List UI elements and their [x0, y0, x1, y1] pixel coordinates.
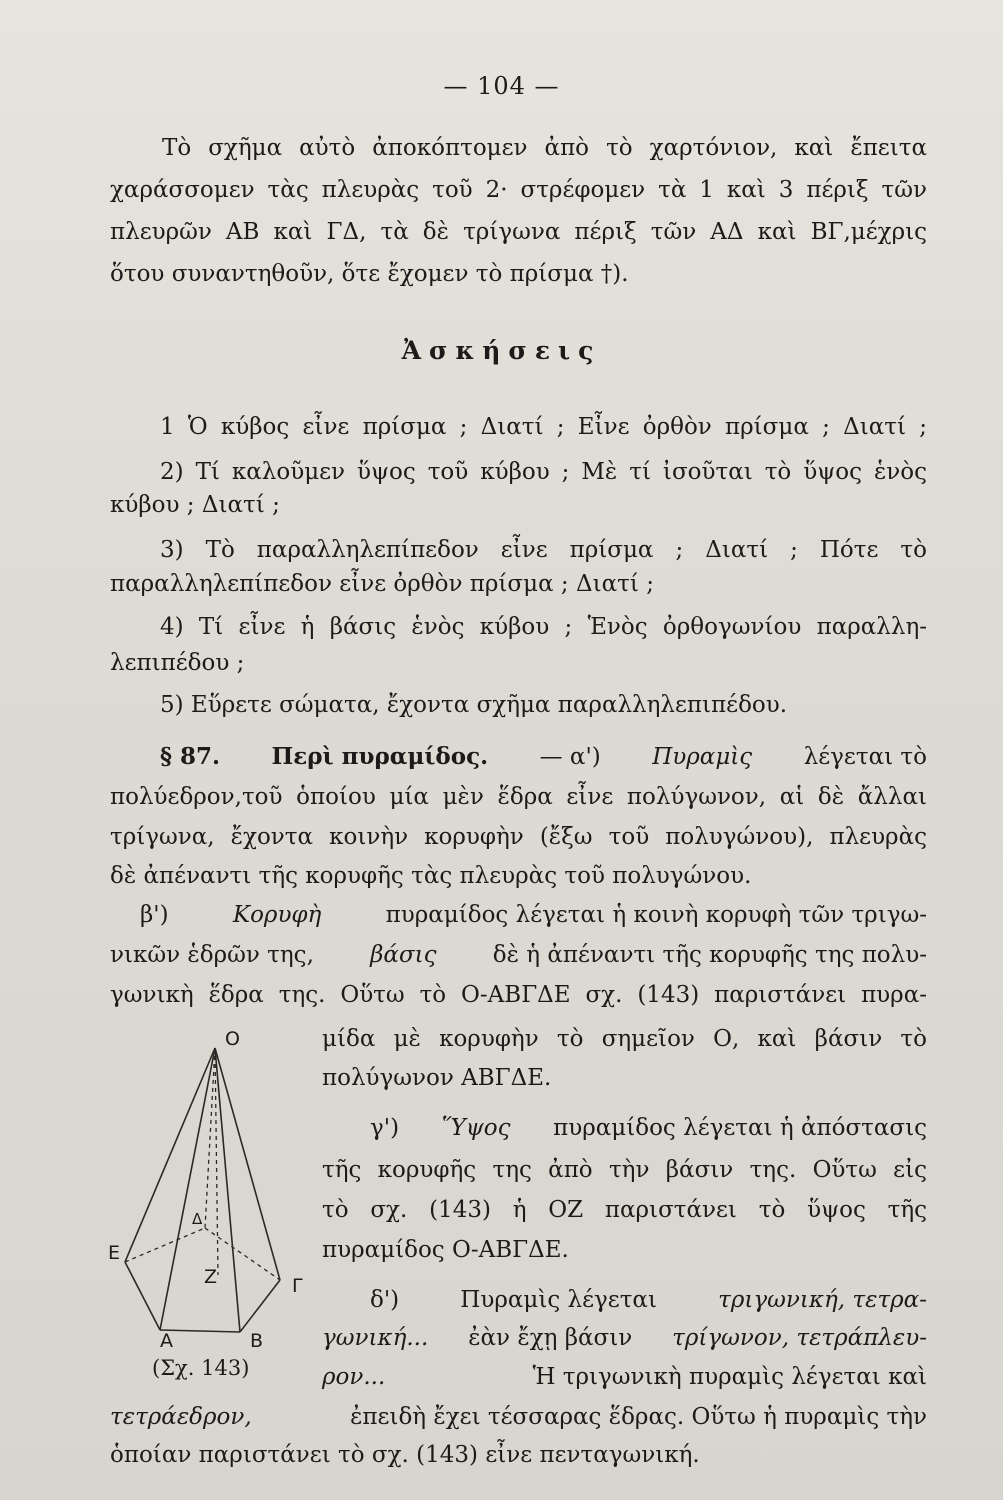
exercises-heading: Ἀσκήσεις: [401, 336, 602, 365]
item-d-text-3: Ἡ τριγωνικὴ πυραμὶς λέγεται καὶ: [532, 1364, 927, 1390]
item-b-line-2a: νικῶν ἑδρῶν της,: [110, 942, 314, 968]
pyramid-drawing: [100, 1040, 320, 1360]
intro-line-4: ὅτου συναντηθοῦν, ὅτε ἔχομεν τὸ πρίσμα †).: [110, 261, 629, 287]
item-b-term-2: βάσις: [370, 942, 437, 968]
item-b-line-1: [140, 900, 927, 930]
item-b-line-4: μίδα μὲ κορυφὴν τὸ σημεῖον Ο, καὶ βάσιν τὸ: [322, 1026, 927, 1052]
item-a-line-2: πολύεδρον,τοῦ ὁποίου μία μὲν ἕδρα εἶνε πολύγωνον, αἱ δὲ ἄλλαι: [110, 784, 927, 810]
figure-caption: (Σχ. 143): [152, 1356, 250, 1380]
item-d-term-1: τριγωνική, τετρα-: [718, 1287, 927, 1313]
item-d-line-4: [110, 1402, 927, 1432]
exercise-5: 5) Εὕρετε σώματα, ἔχοντα σχῆμα παραλληλεπιπέδου.: [160, 692, 788, 718]
exercise-2-cont: κύβου ; Διατί ;: [110, 492, 280, 518]
exercise-2: 2) Τί καλοῦμεν ὕψος τοῦ κύβου ; Μὲ τί ἰσοῦται τὸ ὕψος ἑνὸς: [160, 459, 927, 485]
item-a-text: λέγεται τὸ: [803, 744, 927, 770]
item-b-term: Κορυφὴ: [232, 902, 322, 928]
label-vertex-d: Δ: [192, 1210, 203, 1228]
item-a-line-4: δὲ ἀπέναντι τῆς κορυφῆς τὰς πλευρὰς τοῦ πολυγώνου.: [110, 863, 752, 889]
exercise-1: 1 Ὁ κύβος εἶνε πρίσμα ; Διατί ; Εἶνε ὀρθὸν πρίσμα ; Διατί ;: [160, 414, 927, 440]
item-d-term-5: τετράεδρον,: [110, 1404, 252, 1430]
item-b-line-5: πολύγωνον ΑΒΓΔΕ.: [322, 1065, 552, 1091]
item-d-line-2: [322, 1323, 927, 1353]
intro-line-2: χαράσσομεν τὰς πλευρὰς τοῦ 2· στρέφομεν τὰ 1 καὶ 3 πέριξ τῶν: [110, 177, 927, 203]
exercise-4: 4) Τί εἶνε ἡ βάσις ἑνὸς κύβου ; Ἑνὸς ὀρθογωνίου παραλλη-: [160, 614, 927, 640]
label-foot-z: Z: [204, 1266, 218, 1288]
label-vertex-a: A: [160, 1330, 173, 1352]
item-d-line-3: [322, 1362, 927, 1392]
item-d-term-4: ρον...: [322, 1364, 386, 1390]
label-vertex-g: Γ: [292, 1275, 303, 1297]
page-number: — 104 —: [443, 72, 560, 100]
item-d-term-2: γωνική...: [322, 1325, 429, 1351]
item-d-term-3: τρίγωνον, τετράπλευ-: [672, 1325, 927, 1351]
label-vertex-o: O: [225, 1028, 240, 1050]
section-heading-line: [160, 742, 927, 772]
exercise-3-cont: παραλληλεπίπεδον εἶνε ὀρθὸν πρίσμα ; Διατί ;: [110, 571, 654, 597]
exercise-3: 3) Τὸ παραλληλεπίπεδον εἶνε πρίσμα ; Διατί ; Πότε τὸ: [160, 537, 927, 563]
item-d-line-5: ὁποίαν παριστάνει τὸ σχ. (143) εἶνε πενταγωνική.: [110, 1442, 700, 1468]
item-c-label: γ'): [370, 1115, 400, 1141]
item-d-text-2: ἐὰν ἔχῃ βάσιν: [468, 1325, 633, 1351]
item-a-label: — α'): [539, 744, 601, 770]
intro-line-1: Τὸ σχῆμα αὐτὸ ἀποκόπτομεν ἀπὸ τὸ χαρτόνιον, καὶ ἔπειτα: [162, 135, 927, 161]
intro-line-3: πλευρῶν ΑΒ καὶ ΓΔ, τὰ δὲ τρίγωνα πέριξ τῶν ΑΔ καὶ ΒΓ,μέχρις: [110, 219, 927, 245]
section-number: § 87.: [160, 743, 221, 770]
item-a-line-3: τρίγωνα, ἔχοντα κοινὴν κορυφὴν (ἔξω τοῦ πολυγώνου), πλευρὰς: [110, 824, 927, 850]
item-c-term: Ὕψος: [441, 1115, 511, 1141]
exercise-4-cont: λεπιπέδου ;: [110, 650, 245, 676]
item-a-term: Πυραμὶς: [652, 744, 753, 770]
pyramid-figure: [100, 1028, 320, 1385]
item-c-text: πυραμίδος λέγεται ἡ ἀπόστασις: [553, 1115, 927, 1141]
item-b-label: β'): [140, 902, 169, 928]
item-d-text-4: ἐπειδὴ ἔχει τέσσαρας ἕδρας. Οὕτω ἡ πυραμὶς τὴν: [350, 1404, 927, 1430]
item-b-text: πυραμίδος λέγεται ἡ κοινὴ κορυφὴ τῶν τριγω-: [385, 902, 927, 928]
item-c-line-3: τὸ σχ. (143) ἡ ΟΖ παριστάνει τὸ ὕψος τῆς: [322, 1197, 927, 1223]
item-b-line-3: γωνικὴ ἕδρα της. Οὕτω τὸ Ο-ΑΒΓΔΕ σχ. (143) παριστάνει πυρα-: [110, 982, 927, 1008]
item-b-line-2b: δὲ ἡ ἀπέναντι τῆς κορυφῆς της πολυ-: [492, 942, 927, 968]
item-d-text-1: Πυραμὶς λέγεται: [460, 1287, 657, 1313]
item-c-line-2: τῆς κορυφῆς της ἀπὸ τὴν βάσιν της. Οὕτω εἰς: [322, 1157, 927, 1183]
label-vertex-b: B: [250, 1330, 264, 1352]
item-b-line-2: [110, 940, 927, 970]
label-vertex-e: E: [108, 1242, 121, 1264]
item-d-label: δ'): [370, 1287, 400, 1313]
item-c-line-1: [370, 1113, 927, 1143]
item-d-line-1: [370, 1285, 927, 1315]
item-c-line-4: πυραμίδος Ο-ΑΒΓΔΕ.: [322, 1237, 569, 1263]
section-title: Περὶ πυραμίδος.: [271, 743, 489, 770]
